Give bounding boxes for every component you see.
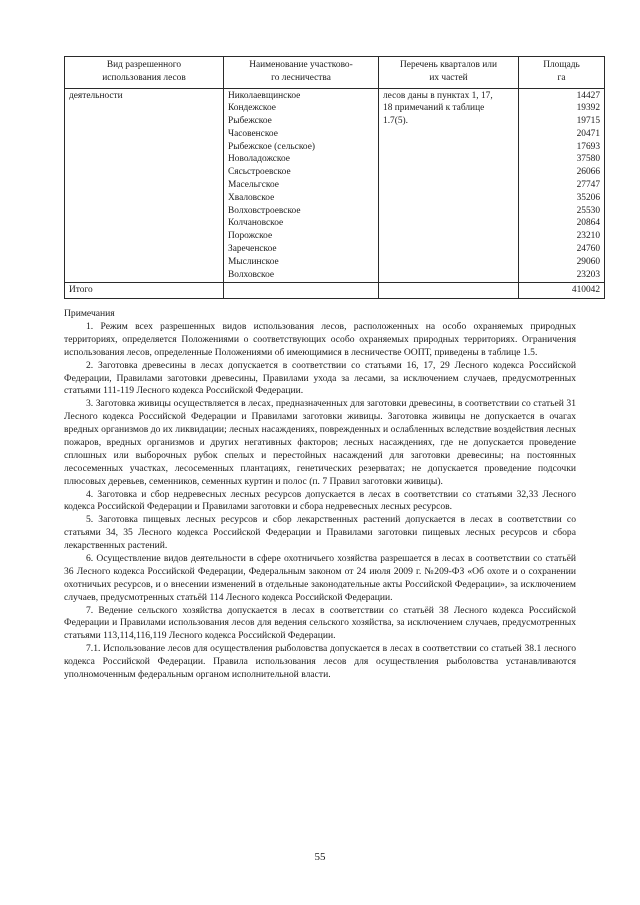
forestry-area-item: 19715 — [576, 116, 600, 127]
note-paragraph: 1. Режим всех разрешенных видов использования лесов, расположенных на особо охраняемых природных территориях, определяется Положениями о соответствующих особо охраняемых природных территориях. Ограничения использования лесов, определенные Положениями об имеющимися в лесничестве ООПТ, приведены в таблице 1.5. — [64, 320, 576, 358]
column-header-forestry-name — [224, 57, 379, 89]
forestry-area-item: 35206 — [576, 192, 600, 203]
forestry-area-item: 14427 — [576, 90, 600, 101]
note-paragraph: 7. Ведение сельского хозяйства допускается в лесах в соответствии со статьёй 38 Лесного кодекса Российской Федерации и Правилами использования лесов для ведения сельского хозяйства, за исключением случаев, предусмотренных статьями 113,114,116,119 Лесного кодекса Российской Федерации. — [64, 604, 576, 642]
forestry-area-item: 23210 — [576, 231, 600, 242]
forestry-name-item: Часовенское — [228, 128, 278, 139]
forestry-name-list — [228, 90, 374, 282]
forestry-area-item: 25530 — [576, 205, 600, 216]
notes-heading: Примечания — [64, 308, 115, 320]
forestry-area-item: 24760 — [576, 243, 600, 254]
cell-forestry-names — [224, 88, 379, 283]
forestry-name-item: Сясьстроевское — [228, 167, 291, 178]
quarters-note-list — [383, 90, 514, 128]
note-paragraph: 4. Заготовка и сбор недревесных лесных ресурсов допускается в лесах в соответствии со статьями 32,33 Лесного кодекса Российской Федерации и Правилами заготовки и сбора недревесных лесных ресурсов. — [64, 488, 576, 513]
table-body — [65, 88, 605, 299]
forestry-area-item: 37580 — [576, 154, 600, 165]
quarters-note-line: 18 примечаний к таблице — [383, 103, 485, 114]
table-total-row — [65, 283, 605, 299]
forestry-area-item: 27747 — [576, 180, 600, 191]
column-header-forestry-name-line1: Наименование участково- — [249, 60, 353, 70]
column-header-use-type-line2: использования лесов — [102, 72, 186, 83]
column-header-use-type-line1: Вид разрешенного — [106, 60, 182, 70]
column-header-quarters-line1: Перечень кварталов или — [400, 60, 497, 70]
page-number: 55 — [314, 851, 326, 863]
forestry-name-item: Зареченское — [228, 243, 277, 254]
quarters-note-line: лесов даны в пунктах 1, 17, — [383, 90, 493, 101]
table-header-row — [65, 57, 605, 89]
note-paragraph: 5. Заготовка пищевых лесных ресурсов и сбор лекарственных растений допускается в лесах в соответствии со статьями 34, 35 Лесного кодекса Российской Федерации и Правилами заготовки пищевых лесных ресурсов и сбора лекарственных растений. — [64, 514, 576, 552]
column-header-area-line2: га — [557, 72, 566, 83]
forestry-name-item: Рыбежское — [228, 116, 272, 127]
forestry-name-item: Рыбежское (сельское) — [228, 141, 316, 152]
column-header-area — [519, 57, 605, 89]
forestry-name-item: Порожское — [228, 231, 273, 242]
permitted-use-table — [64, 56, 605, 299]
cell-quarters-note — [379, 88, 519, 283]
forestry-name-item: Николаевщинское — [228, 90, 301, 101]
forestry-area-item: 29060 — [576, 256, 600, 267]
note-paragraph: 7.1. Использование лесов для осуществления рыболовства допускается в лесах в соответствии со статьей 38.1 лесного кодекса Российской Федерации. Правила использования лесов для осуществления рыболовства устанавливаются уполномоченным федеральным органом исполнительной власти. — [64, 643, 576, 680]
cell-total-empty-1 — [224, 283, 379, 299]
column-header-quarters-line2: их частей — [429, 72, 468, 83]
column-header-use-type — [65, 57, 224, 89]
forestry-name-item: Кондежское — [228, 103, 276, 114]
forestry-name-item: Волховское — [228, 269, 275, 280]
quarters-note-line: 1.7(5). — [383, 116, 408, 127]
table-row — [65, 88, 605, 283]
forestry-name-item: Волховстроевское — [228, 205, 301, 216]
note-paragraph: 6. Осуществление видов деятельности в сфере охотничьего хозяйства разрешается в лесах в соответствии со статьёй 36 Лесного кодекса Российской Федерации, Федеральным законом от 24 июля 2009 г. №209-ФЗ «Об охоте и о сохранении охотничьих ресурсов, и о внесении изменений в отдельные законодательные акты Российской Федерации», за исключением случаев, предусмотренных статьёй 114 Лесного кодекса Российской Федерации. — [64, 552, 576, 603]
forestry-name-item: Хваловское — [228, 192, 275, 203]
forestry-area-item: 19392 — [576, 103, 600, 114]
notes-list — [64, 321, 576, 682]
forestry-area-item: 23203 — [576, 269, 600, 280]
forestry-name-item: Масельгское — [228, 180, 279, 191]
cell-total-label: Итого — [65, 283, 224, 299]
notes-section — [64, 308, 576, 682]
column-header-forestry-name-line2: го лесничества — [271, 72, 331, 83]
note-paragraph: 3. Заготовка живицы осуществляется в лесах, предназначенных для заготовки древесины, в соответствии со статьей 31 Лесного кодекса Российской Федерации и Правилами заготовки живицы. Заготовка живицы не допускается в очагах вредных организмов до их ликвидации; лесных насаждениях, поврежденных и ослабленных вследствие воздействия лесных пожаров, вредных организмов и других негативных факторов; лесных насаждениях, где не допускается проведение сплошных или выборочных рубок спелых и перестойных насаждений для заготовки древесины; на постоянных лесосеменных участках, лесосеменных плантациях, генетических резерватах; не допускается проведение подсочки плюсовых деревьев, семенников, семенных куртин и полос (п. 7 Правил заготовки живицы). — [64, 398, 576, 487]
page-content — [64, 56, 600, 682]
forestry-name-item: Мыслинское — [228, 256, 279, 267]
column-header-quarters — [379, 57, 519, 89]
forestry-area-list — [523, 90, 600, 282]
cell-areas — [519, 88, 605, 283]
forestry-area-item: 20864 — [576, 218, 600, 229]
forestry-area-item: 17693 — [576, 141, 600, 152]
table-header — [65, 57, 605, 89]
column-header-area-line1: Площадь — [543, 60, 580, 70]
note-paragraph: 2. Заготовка древесины в лесах допускается в соответствии со статьями 16, 17, 29 Лесного кодекса Российской Федерации, Правилами заготовки древесины, Правилами ухода за лесами, за исключением случаев, предусмотренных статьями 111-119 Лесного кодекса Российской Федерации. — [64, 359, 576, 397]
forestry-area-item: 20471 — [576, 128, 600, 139]
cell-total-empty-2 — [379, 283, 519, 299]
forestry-name-item: Колчановское — [228, 218, 284, 229]
forestry-name-item: Новоладожское — [228, 154, 290, 165]
forestry-area-item: 26066 — [576, 167, 600, 178]
cell-use-type: деятельности — [65, 88, 224, 283]
cell-total-area: 410042 — [519, 283, 605, 299]
